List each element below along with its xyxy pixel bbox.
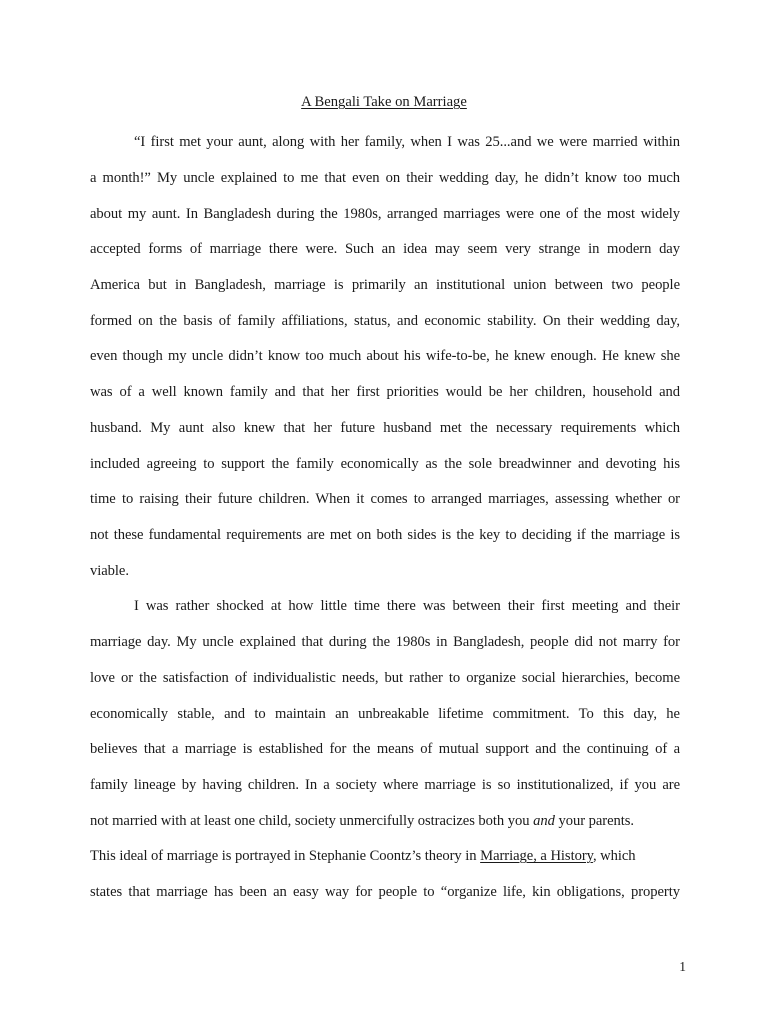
document-title: A Bengali Take on Marriage: [301, 94, 467, 110]
paragraph-2-line: states that marriage has been an easy way for people to “organize life, kin obligations, property: [90, 884, 680, 900]
paragraph-1-line: not these fundamental requirements are met on both sides is the key to deciding if the marriage is: [90, 527, 680, 543]
paragraph-1-line: America but in Bangladesh, marriage is primarily an institutional union between two people: [90, 277, 680, 293]
paragraph-1-line: husband. My aunt also knew that her future husband met the necessary requirements which: [90, 420, 680, 436]
paragraph-2-line: [90, 846, 680, 866]
line-text: not married with at least one child, society unmercifully ostracizes both you: [90, 813, 534, 829]
paragraph-2-line: I was rather shocked at how little time there was between their first meeting and their: [134, 598, 680, 614]
paragraph-1-line: “I first met your aunt, along with her family, when I was 25...and we were married within: [134, 134, 680, 150]
paragraph-2-line: marriage day. My uncle explained that during the 1980s in Bangladesh, people did not marry for: [90, 634, 680, 650]
paragraph-1-line: included agreeing to support the family economically as the sole breadwinner and devoting his: [90, 456, 680, 472]
paragraph-1-line: formed on the basis of family affiliations, status, and economic stability. On their wedding day,: [90, 313, 680, 329]
paragraph-2-line: [90, 811, 680, 831]
line-text: , which: [592, 848, 636, 864]
paragraph-2-line: family lineage by having children. In a society where marriage is so institutionalized, if you are: [90, 777, 680, 793]
paragraph-1-line: was of a well known family and that her first priorities would be her children, household and: [90, 384, 680, 400]
paragraph-1-line: viable.: [90, 563, 129, 579]
paragraph-2-line: love or the satisfaction of individualistic needs, but rather to organize social hierarchies, become: [90, 670, 680, 686]
book-title: Marriage, a History: [480, 848, 593, 864]
line-text: This ideal of marriage is portrayed in Stephanie Coontz’s theory in: [90, 848, 481, 864]
paragraph-2-line: economically stable, and to maintain an unbreakable lifetime commitment. To this day, he: [90, 706, 680, 722]
page-number: 1: [679, 959, 686, 974]
paragraph-1-line: time to raising their future children. When it comes to arranged marriages, assessing whether or: [90, 491, 680, 507]
line-text: your parents.: [554, 813, 635, 829]
paragraph-2-line: believes that a marriage is established for the means of mutual support and the continuing of a: [90, 741, 680, 757]
emphasized-word: and: [533, 813, 555, 829]
paragraph-1-line: accepted forms of marriage there were. Such an idea may seem very strange in modern day: [90, 241, 680, 257]
paragraph-1-line: a month!” My uncle explained to me that even on their wedding day, he didn’t know too much: [90, 170, 680, 186]
paragraph-1-line: about my aunt. In Bangladesh during the 1980s, arranged marriages were one of the most widely: [90, 206, 680, 222]
paragraph-1-line: even though my uncle didn’t know too much about his wife-to-be, he knew enough. He knew she: [90, 348, 680, 364]
